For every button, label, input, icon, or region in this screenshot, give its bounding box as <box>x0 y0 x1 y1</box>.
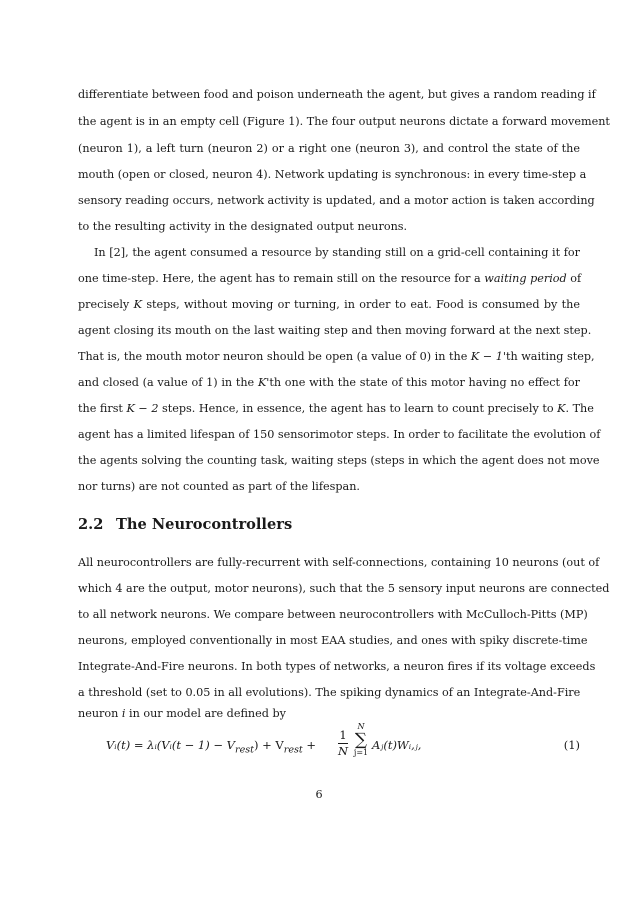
equation-fraction: 1 N <box>338 728 349 758</box>
equation-number: (1) <box>563 738 580 752</box>
paragraph-line: That is, the mouth motor neuron should be open (a value of 0) in the K − 1'th waiting step, <box>78 350 595 363</box>
paragraph-line: agent closing its mouth on the last waiting step and then moving forward at the next step. <box>78 324 592 337</box>
paragraph-line: nor turns) are not counted as part of the lifespan. <box>78 480 360 493</box>
paragraph-line: Integrate-And-Fire neurons. In both types of networks, a neuron fires if its voltage exceeds <box>78 660 596 673</box>
paragraph-line: the agent is in an empty cell (Figure 1). The four output neurons dictate a forward movement <box>78 115 610 128</box>
paragraph-line: the agents solving the counting task, waiting steps (steps in which the agent does not move <box>78 454 600 467</box>
paragraph-line: to all network neurons. We compare between neurocontrollers with McCulloch-Pitts (MP) <box>78 608 588 621</box>
paragraph-line: All neurocontrollers are fully-recurrent with self-connections, containing 10 neurons (out of <box>78 556 600 569</box>
paragraph-line: precisely K steps, without moving or turning, in order to eat. Food is consumed by the <box>78 298 580 311</box>
equation-lhs: Vᵢ(t) = λᵢ(Vᵢ(t − $1) - V_{rest}) + V_{rest}$ + <box>106 738 317 756</box>
page-number: 6 <box>315 788 323 801</box>
paragraph-line: and closed (a value of 1) in the K'th one with the state of this motor having no effect for <box>78 376 581 389</box>
equation <box>106 722 580 772</box>
paragraph-line: the first K − 2 steps. Hence, in essence, the agent has to learn to count precisely to K. The <box>78 402 594 415</box>
paragraph-line: agent has a limited lifespan of 150 sensorimotor steps. In order to facilitate the evolution of <box>78 428 601 441</box>
paragraph-line: which 4 are the output, motor neurons), such that the 5 sensory input neurons are connected <box>78 582 610 595</box>
paragraph-line: to the resulting activity in the designated output neurons. <box>78 220 408 233</box>
paragraph-line: mouth (open or closed, neuron 4). Network updating is synchronous: in every time-step a <box>78 168 587 181</box>
paragraph-line: differentiate between food and poison underneath the agent, but gives a random reading if <box>78 88 596 101</box>
summation-symbol: N ∑ j=1 <box>353 722 369 757</box>
paragraph-line: neuron i in our model are defined by <box>78 707 286 720</box>
paragraph-line: one time-step. Here, the agent has to remain still on the resource for a waiting period of <box>78 272 582 285</box>
paragraph-line: a threshold (set to 0.05 in all evolutions). The spiking dynamics of an Integrate-And-Fire <box>78 686 581 699</box>
paragraph-line: neurons, employed conventionally in most EAA studies, and ones with spiky discrete-time <box>78 634 588 647</box>
equation-rhs: Aⱼ(t)Wᵢ,ⱼ, <box>372 738 422 752</box>
emphasis-text: waiting period <box>484 272 567 285</box>
paragraph-line: (neuron 1), a left turn (neuron 2) or a right one (neuron 3), and control the state of the <box>78 142 580 155</box>
paragraph-line: In [2], the agent consumed a resource by standing still on a grid-cell containing it for <box>94 246 580 259</box>
paragraph-line: sensory reading occurs, network activity is updated, and a motor action is taken according <box>78 194 595 207</box>
section-number: 2.2 <box>78 516 104 533</box>
section-heading <box>78 516 292 533</box>
section-title: The Neurocontrollers <box>116 516 293 533</box>
